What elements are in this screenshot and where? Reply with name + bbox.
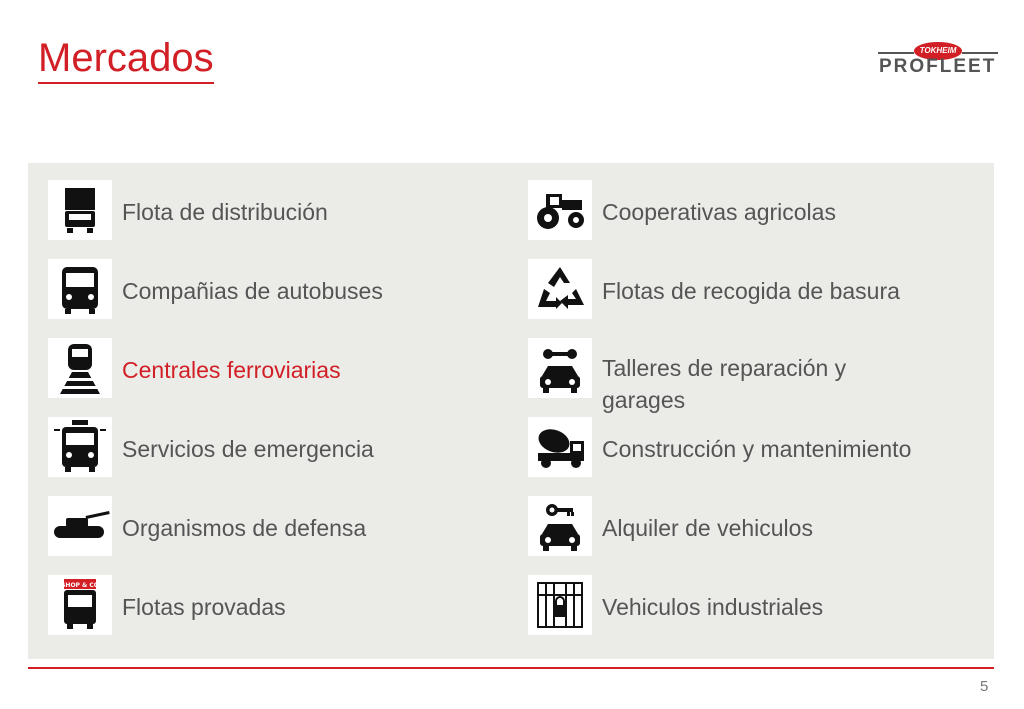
item-label: Flotas de recogida de basura [602,278,900,304]
train-icon [48,338,112,398]
item-label: Compañias de autobuses [122,278,383,304]
list-item-rental [528,496,968,556]
list-item-railway [48,338,468,398]
logo-word: PROFLEET [879,56,997,77]
list-item-waste [528,259,968,319]
list-item-garages [528,338,968,413]
item-label: Vehiculos industriales [602,594,824,620]
page-title: Mercados [38,34,214,84]
tank-icon [48,496,112,556]
item-label: Organismos de defensa [122,515,367,541]
list-item-construction [528,417,968,477]
item-label: Talleres de reparación y garages [602,355,847,413]
shop-sign-text: SHOP & CO [61,582,99,589]
list-item-private [48,575,468,635]
wrench-car-icon [528,338,592,398]
cement-mixer-icon [528,417,592,477]
list-item-emergency [48,417,468,477]
bus-icon [48,259,112,319]
page-number: 5 [980,678,989,695]
item-label: Centrales ferroviarias [122,357,341,383]
item-label: Servicios de emergencia [122,436,374,462]
key-car-icon [528,496,592,556]
item-label: Construcción y mantenimiento [602,436,912,462]
item-label: Flota de distribución [122,199,328,225]
tractor-icon [528,180,592,240]
item-label: Flotas provadas [122,594,286,620]
profleet-logo [876,38,1000,80]
list-item-buses [48,259,468,319]
list-item-distribution [48,180,468,240]
item-label: Alquiler de vehiculos [602,515,813,541]
logo-badge: TOKHEIM [914,42,962,60]
logo-line-left [878,52,914,54]
locked-gate-icon [528,575,592,635]
shop-truck-icon [48,575,112,635]
truck-icon [48,180,112,240]
list-item-agricultural [528,180,968,240]
fire-truck-icon [48,417,112,477]
panel-divider [28,667,994,669]
recycle-icon [528,259,592,319]
item-label: Cooperativas agricolas [602,199,836,225]
list-item-defense [48,496,468,556]
list-item-industrial [528,575,968,635]
logo-line-right [962,52,998,54]
